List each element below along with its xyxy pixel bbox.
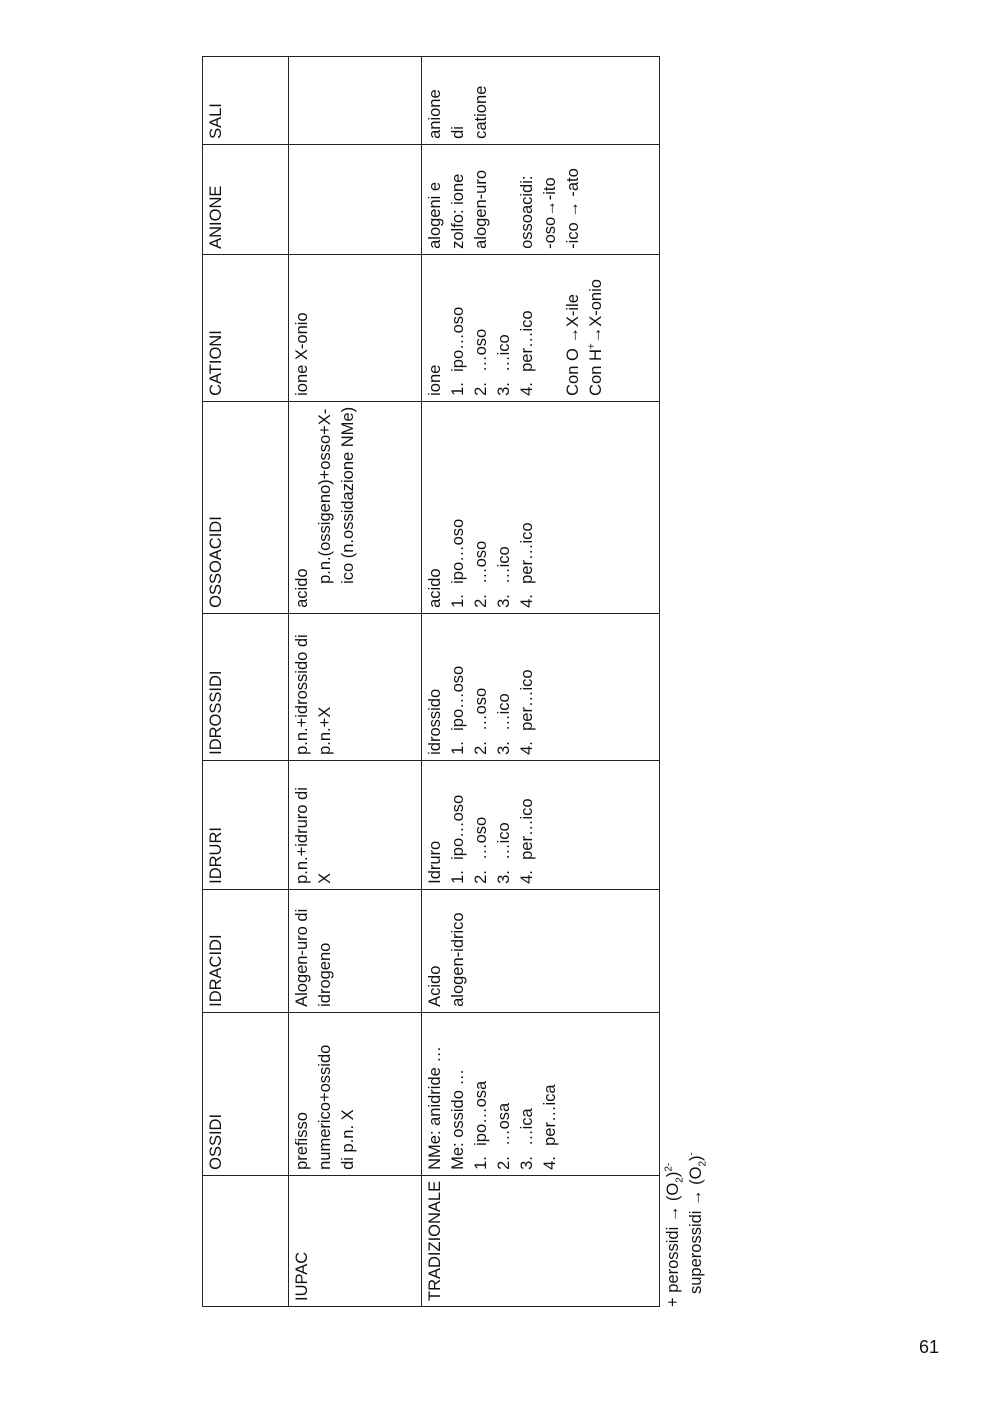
list-item: 1.ipo…oso (449, 518, 467, 608)
arrow-right-icon: → (587, 326, 605, 344)
text-line: ione X-onio (293, 312, 311, 396)
text-line: p.n.+idruro di (293, 787, 311, 884)
tradizionale-label: TRADIZIONALE (422, 1175, 660, 1306)
list-item: 4.per…ico (518, 522, 536, 608)
text-line: di (449, 126, 467, 139)
list-item: 1.ipo…oso (449, 794, 467, 884)
iupac-sali (289, 56, 422, 144)
trad-anione (422, 144, 660, 254)
iupac-idrossidi (289, 613, 422, 760)
header-empty (203, 1175, 289, 1306)
text-line: Acido (426, 965, 444, 1007)
list-item: 2.…oso (472, 328, 490, 396)
trad-ossoacidi (422, 401, 660, 613)
iupac-label: IUPAC (289, 1175, 422, 1306)
numbered-list (447, 619, 539, 755)
nomenclature-table (202, 56, 660, 1307)
arrow-right-icon: → (541, 200, 559, 217)
text-line: idrossido (426, 688, 444, 755)
text-line: p.n.+idrossido di (293, 634, 311, 755)
text-line: ossoacidi: (518, 175, 536, 249)
text-line: prefisso (293, 1112, 311, 1170)
text-line: ione (426, 364, 444, 396)
iupac-idruri (289, 760, 422, 889)
iupac-ossoacidi (289, 401, 422, 613)
list-item: 4.per…ico (518, 798, 536, 884)
header-cationi: CATIONI (203, 254, 289, 401)
text-line: Me: ossido … (449, 1069, 467, 1170)
text-line: Alogen-uro di (293, 908, 311, 1007)
trad-cationi (422, 254, 660, 401)
con-o-rule: Con O →X-ile (564, 294, 582, 396)
list-item: 4.per…ico (518, 310, 536, 396)
text-line: p.n.(ossigeno)+osso+X- (316, 408, 334, 584)
numbered-list (447, 260, 539, 396)
header-idruri: IDRURI (203, 760, 289, 889)
list-item: 1.ipo…osa (472, 1080, 490, 1170)
list-item: 3.…ico (495, 546, 513, 608)
header-idrossidi: IDROSSIDI (203, 613, 289, 760)
text-line: Idruro (426, 840, 444, 884)
text-line: alogen-uro (472, 170, 490, 249)
list-item: 2.…oso (472, 816, 490, 884)
superossidi-note: superossidi → $(O_2)^-$ (686, 1152, 709, 1294)
trad-ossidi (422, 1012, 660, 1175)
text-line: alogen-idrico (449, 912, 467, 1007)
arrow-right-icon: → (564, 327, 582, 344)
header-ossoacidi: OSSOACIDI (203, 401, 289, 613)
header-anione: ANIONE (203, 144, 289, 254)
arrow-right-icon: → (564, 201, 582, 218)
text-line: alogeni e (426, 181, 444, 249)
header-sali: SALI (203, 56, 289, 144)
footnotes (662, 1152, 708, 1307)
list-item: 3.…ico (495, 822, 513, 884)
numbered-list (470, 1018, 562, 1170)
iupac-row (289, 56, 422, 1306)
iupac-cationi (289, 254, 422, 401)
trad-idracidi (422, 889, 660, 1012)
text-line: acido (426, 568, 444, 608)
iupac-ossidi (289, 1012, 422, 1175)
perossidi-note: + perossidi → $(O_2)^{2-}$ (663, 1162, 686, 1307)
text-line: numerico+ossido (316, 1044, 334, 1170)
arrow-right-icon: → (687, 1189, 705, 1206)
trad-idruri (422, 760, 660, 889)
page-number: 61 (919, 1337, 940, 1357)
text-line: NMe: anidride … (426, 1046, 444, 1170)
text-line: p.n.+X (316, 706, 334, 755)
con-h-rule: Con H+→X-onio (586, 279, 605, 396)
header-row (203, 56, 289, 1306)
trad-sali (422, 56, 660, 144)
text-line: zolfo: ione (449, 173, 467, 249)
iupac-idracidi (289, 889, 422, 1012)
header-ossidi: OSSIDI (203, 1012, 289, 1175)
text-line: acido (293, 568, 311, 608)
list-item: 3.…ico (495, 334, 513, 396)
list-item: 4.per…ica (541, 1084, 559, 1170)
list-item: 2.…oso (472, 687, 490, 755)
list-item: 2.…osa (495, 1102, 513, 1170)
text-line: ico (n.ossidazione NMe) (339, 406, 357, 584)
list-item: 3.…ico (495, 693, 513, 755)
numbered-list (447, 407, 539, 608)
oso-ito-rule: -oso→-ito (541, 177, 559, 249)
ico-ato-rule: -ico → -ato (564, 168, 582, 249)
text-line: idrogeno (316, 942, 334, 1007)
numbered-list (447, 766, 539, 884)
list-item: 4.per…ico (518, 669, 536, 755)
list-item: 1.ipo…oso (449, 665, 467, 755)
header-idracidi: IDRACIDI (203, 889, 289, 1012)
trad-idrossidi (422, 613, 660, 760)
list-item: 3.…ica (518, 1108, 536, 1170)
text-line: X (316, 872, 334, 884)
list-item: 1.ipo…oso (449, 306, 467, 396)
iupac-anione (289, 144, 422, 254)
arrow-right-icon: → (664, 1205, 682, 1223)
text-line: catione (472, 85, 490, 139)
text-line: anione (426, 89, 444, 139)
tradizionale-row (422, 56, 660, 1306)
text-line: di p.n. X (339, 1109, 357, 1170)
list-item: 2.…oso (472, 540, 490, 608)
